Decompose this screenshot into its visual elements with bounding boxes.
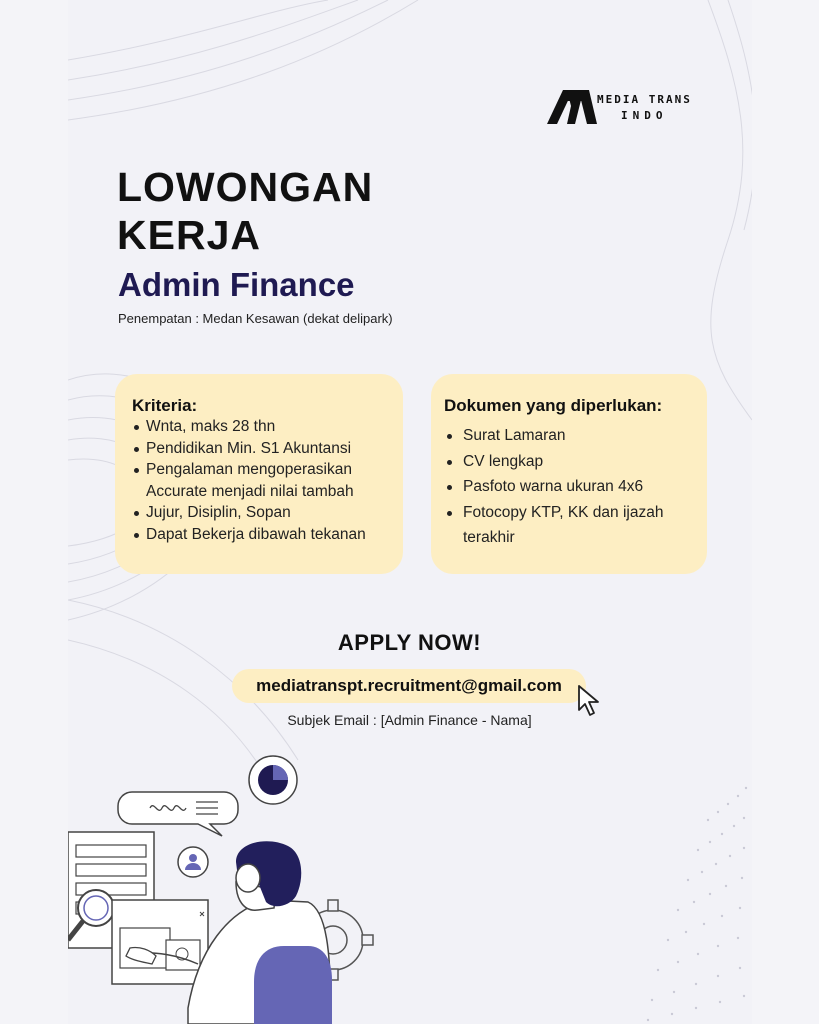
apply-heading: APPLY NOW! — [337, 630, 482, 655]
email-subject: Subjek Email : [Admin Finance - Nama] — [287, 712, 532, 728]
criteria-item: Dapat Bekerja dibawah tekanan — [132, 524, 400, 546]
title-line-2: KERJA — [117, 212, 261, 258]
title-line-1: LOWONGAN — [117, 164, 374, 210]
document-item: Fotocopy KTP, KK dan ijazah terakhir — [445, 500, 695, 551]
brand-line-2: INDO — [621, 109, 668, 122]
document-item: Surat Lamaran — [445, 423, 695, 449]
document-item: Pasfoto warna ukuran 4x6 — [445, 474, 695, 500]
criteria-list — [132, 416, 400, 545]
placement-text: Penempatan : Medan Kesawan (dekat delipark) — [118, 311, 393, 326]
criteria-item: Pengalaman mengoperasikan Accurate menjadi nilai tambah — [132, 459, 400, 502]
email-link[interactable] — [232, 669, 586, 703]
brand-name — [597, 92, 692, 124]
criteria-card — [115, 374, 403, 574]
pie-chart-icon — [249, 756, 297, 804]
email-address[interactable]: mediatranspt.recruitment@gmail.com — [256, 676, 562, 695]
documents-heading: Dokumen yang diperlukan: — [444, 396, 663, 415]
user-icon — [178, 847, 208, 877]
document-item: CV lengkap — [445, 449, 695, 475]
job-position: Admin Finance — [118, 266, 355, 303]
criteria-item: Jujur, Disiplin, Sopan — [132, 502, 400, 524]
documents-list — [445, 423, 695, 551]
criteria-item: Wnta, maks 28 thn — [132, 416, 400, 438]
brand-line-1: MEDIA TRANS — [597, 93, 692, 106]
worker-illustration — [68, 750, 388, 1024]
criteria-heading: Kriteria: — [132, 396, 198, 415]
page-title — [117, 163, 373, 259]
chat-bubble-icon — [118, 792, 238, 836]
criteria-item: Pendidikan Min. S1 Akuntansi — [132, 438, 400, 460]
monitor — [112, 900, 208, 984]
documents-card — [431, 374, 707, 574]
